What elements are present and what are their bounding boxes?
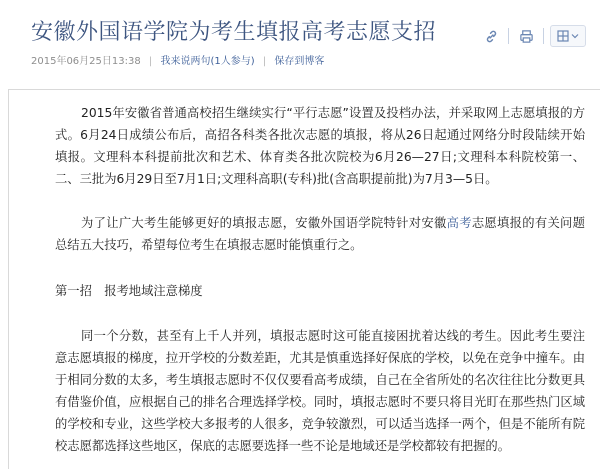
- paragraph-tip-one: 同一个分数，甚至有上千人并列，填报志愿时这可能直接困扰着达线的考生。因此考生要注意志愿填报的梯度，拉开学校的分数差距，尤其是慎重选择好保底的学校，以免在竞争中撞车。由于相同分数的太多，考生填报志愿时不仅仅要看高考成绩，自己在全省所处的名次往往比分数更具有借鉴价值，应根据自己的排名合理选择学校。同时，填报志愿时不要只将目光盯在那些热门区域的学校和专业，这些学校大多报考的人很多，竞争较激烈，可以适当选择一两个，但是不能所有院校志愿都选择这些地区，保底的志愿要选择一些不论是地域还是学校都较有把握的。: [55, 329, 585, 453]
- toolbar-divider: [508, 28, 509, 44]
- paragraph-text: 为了让广大考生能够更好的填报志愿，安徽外国语学院特针对安徽: [81, 216, 447, 230]
- article-meta: [31, 55, 324, 69]
- print-icon[interactable]: [515, 25, 537, 47]
- toolbar-divider: [543, 28, 544, 44]
- article-toolbar: [480, 24, 586, 48]
- section-heading: 第一招 报考地域注意梯度: [55, 284, 203, 298]
- meta-divider: |: [148, 56, 153, 67]
- publish-datetime: 2015年06月25日13:38: [31, 56, 141, 67]
- chevron-down-icon: [571, 32, 579, 40]
- article-title: 安徽外国语学院为考生填报高考志愿支招: [31, 20, 437, 45]
- article-body: [8, 89, 600, 469]
- grid-menu-icon[interactable]: [550, 25, 586, 47]
- comment-link[interactable]: 我来说两句(1人参与): [160, 56, 255, 67]
- link-icon[interactable]: [480, 25, 502, 47]
- gaokao-link[interactable]: 高考: [446, 216, 472, 230]
- paragraph-text: 志愿填报的有关问题总结五大技巧，希望每位考生在填报志愿时能慎重行之。: [55, 216, 585, 252]
- save-to-blog-link[interactable]: 保存到博客: [274, 56, 325, 67]
- paragraph-purpose: [55, 212, 585, 256]
- paragraph-intro: 2015年安徽省普通高校招生继续实行“平行志愿”设置及投档办法，并采取网上志愿填报的方式。6月24日成绩公布后，高招各科类各批次志愿的填报，将从26日起通过网络分时段陆续开始填报。文理科本科提前批次和艺术、体育类各批次院校为6月26—27日;文理科本科院校第一、二、三批为6月29日至7月1日;文理科高职(专科)批(含高职提前批)为7月3—5日。: [55, 106, 585, 186]
- meta-divider: |: [262, 56, 267, 67]
